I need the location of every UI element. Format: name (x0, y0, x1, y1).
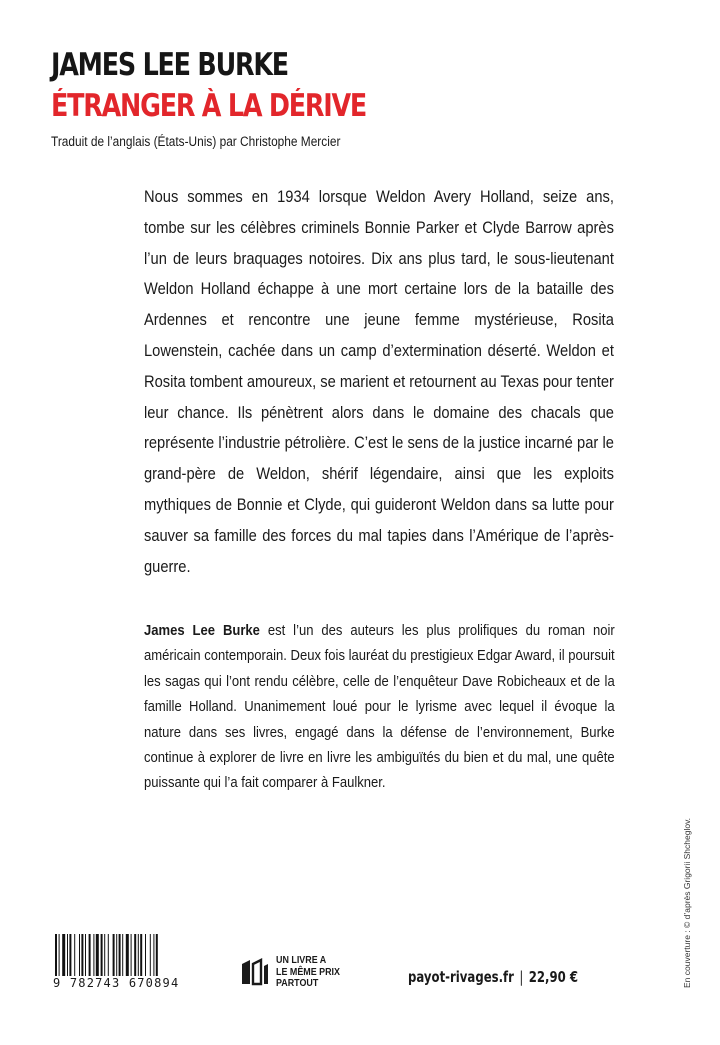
cover-credit: En couverture : © d’après Grigorii Shcheglov. (682, 817, 692, 988)
author-bio (144, 619, 615, 797)
prix-unique-line: UN LIVRE A (276, 954, 327, 966)
publisher-line (408, 968, 578, 986)
prix-unique-logo-icon (240, 958, 270, 986)
prix-unique-label (276, 955, 340, 990)
publisher-website: payot-rivages.fr (408, 968, 514, 986)
bio-author-name: James Lee Burke (144, 623, 260, 639)
prix-unique-line: PARTOUT (276, 977, 319, 989)
back-cover-blurb: Nous sommes en 1934 lorsque Weldon Avery Holland, seize ans, tombe sur les célèbres criminels Bonnie Parker et Clyde Barrow après l’un de leurs braquages notoires. Dix ans plus tard, le sous-lieutenant Weldon Holland échappe à une mort certaine lors de la bataille des Ardennes et rencontre une jeune femme mystérieuse, Rosita Lowenstein, cachée dans un camp d’extermination déserté. Weldon et Rosita tombent amoureux, se marient et retournent au Texas pour tenter leur chance. Ils pénètrent alors dans le domaine des chacals que représente l’industrie pétrolière. C’est le sens de la justice incarné par le grand-père de Weldon, shérif légendaire, ainsi que les exploits mythiques de Bonnie et Clyde, qui guideront Weldon dans sa lutte pour sauver sa famille des forces du mal tapies dans l’Amérique de l’après-guerre. (144, 188, 614, 576)
book-price: 22,90 € (528, 968, 579, 986)
book-title: ÉTRANGER À LA DÉRIVE (51, 88, 367, 124)
author-name: JAMES LEE BURKE (51, 47, 288, 83)
price-separator: | (519, 968, 524, 986)
isbn-number: 9 782743 670894 (53, 976, 180, 990)
prix-unique-line: LE MÊME PRIX (276, 965, 340, 978)
bio-text: est l’un des auteurs les plus prolifiques du roman noir américain contemporain. Deux fois lauréat du prestigieux Edgar Award, il poursuit les sagas qui l’ont rendu célèbre, celle de l’enquêteur Dave Robicheaux et de la famille Holland. Unanimement loué pour le lyrisme avec lequel il évoque la nature dans ses livres, engagé dans la défense de l’environnement, Burke continue à explorer de livre en livre les ambiguïtés du bien et du mal, une quête puissante qui l’a fait comparer à Faulkner. (144, 623, 615, 792)
translator-line: Traduit de l’anglais (États-Unis) par Christophe Mercier (51, 134, 341, 149)
